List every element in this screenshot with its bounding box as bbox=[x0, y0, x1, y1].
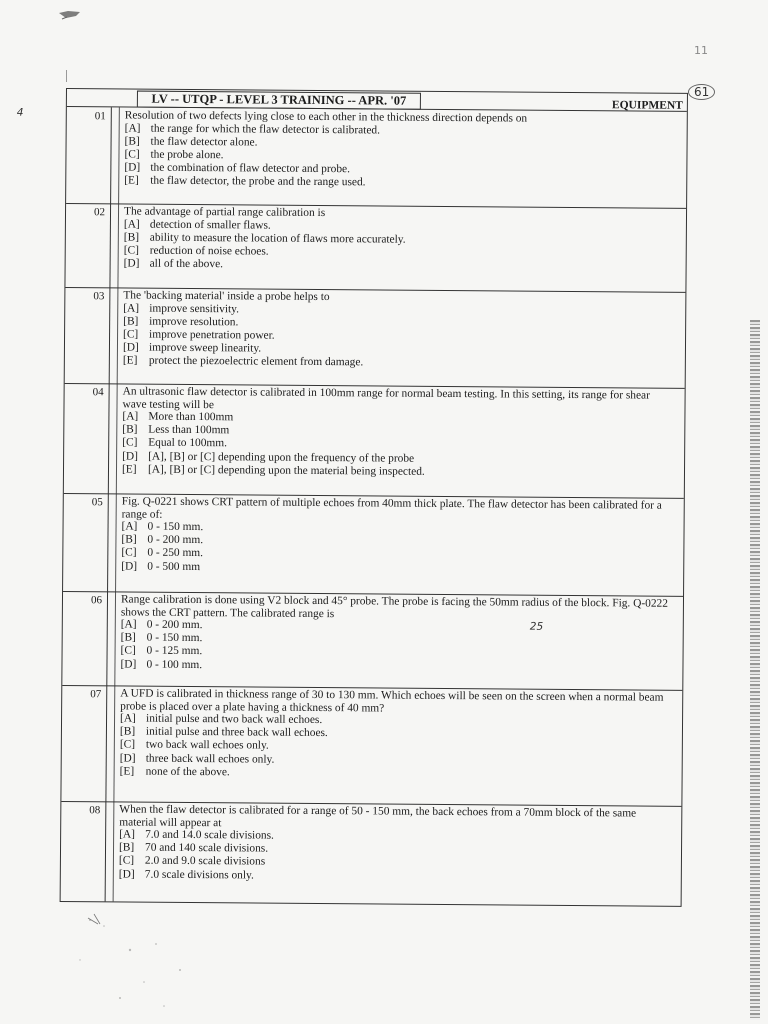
option-label: [C] bbox=[118, 854, 135, 867]
option-label: [A] bbox=[124, 121, 141, 135]
option-label: [A] bbox=[123, 301, 140, 315]
option-text: three back wall echoes only. bbox=[145, 752, 275, 766]
question-number: 08 bbox=[89, 804, 101, 817]
option-label: [D] bbox=[119, 752, 136, 765]
question-3 bbox=[65, 287, 686, 388]
option-label: [A] bbox=[120, 618, 137, 631]
option-label: [D] bbox=[122, 341, 139, 354]
handwritten-correction: 25 bbox=[529, 620, 544, 633]
page-number-circled: 61 bbox=[688, 84, 715, 100]
option-label: [B] bbox=[121, 533, 137, 546]
option-text: Equal to 100mm. bbox=[148, 437, 228, 450]
question-stem: When the flaw detector is calibrated for a range of 50 - 150 mm, the back echoes from a 70mm block of the same material will appear at bbox=[119, 803, 637, 829]
question-stem: An ultrasonic flaw detector is calibrated in 100mm range for normal beam testing. In this setting, its range for shear wave testing will be bbox=[122, 385, 650, 411]
question-body bbox=[121, 495, 670, 577]
option-text: 0 - 200 mm. bbox=[146, 618, 203, 632]
question-8 bbox=[61, 801, 682, 906]
option-text: all of the above. bbox=[149, 257, 224, 271]
option-text: improve sensitivity. bbox=[149, 302, 240, 315]
question-number: 06 bbox=[90, 594, 103, 607]
option-label: [B] bbox=[119, 725, 136, 738]
option-text: the flaw detector alone. bbox=[150, 135, 258, 149]
option-label: [A] bbox=[123, 217, 140, 231]
section-label: EQUIPMENT bbox=[611, 99, 683, 112]
option-label: [B] bbox=[123, 231, 140, 244]
scan-speckle bbox=[60, 910, 220, 1020]
option-label: [A] bbox=[120, 712, 136, 725]
option-label: [C] bbox=[123, 244, 139, 257]
question-body bbox=[123, 289, 672, 372]
option-text: 7.0 scale divisions only. bbox=[144, 868, 254, 882]
scan-edge-noise bbox=[750, 320, 760, 1020]
option-text: [A], [B] or [C] depending upon the frequency of the probe bbox=[148, 450, 415, 465]
page-number-faint: 11 bbox=[694, 44, 708, 57]
option-text: [A], [B] or [C] depending upon the material being inspected. bbox=[147, 463, 425, 478]
option-label: [D] bbox=[121, 560, 138, 573]
option-text: improve sweep linearity. bbox=[148, 341, 262, 355]
option-label: [E] bbox=[121, 463, 137, 476]
option-text: improve resolution. bbox=[149, 315, 239, 329]
corner-smudge-icon bbox=[58, 10, 82, 20]
question-number: 04 bbox=[92, 386, 104, 399]
option-text: improve penetration power. bbox=[149, 328, 275, 342]
question-1 bbox=[66, 107, 687, 208]
question-stem: Resolution of two defects lying close to each other in the thickness direction depends on bbox=[124, 109, 528, 125]
option-label: [C] bbox=[119, 738, 136, 751]
option-label: [C] bbox=[124, 148, 140, 161]
option-text: detection of smaller flaws. bbox=[149, 218, 271, 232]
option-text: 0 - 100 mm. bbox=[146, 658, 203, 671]
question-6 bbox=[62, 591, 683, 690]
option-label: [D] bbox=[122, 450, 138, 463]
option-text: 0 - 200 mm. bbox=[147, 533, 204, 547]
option-label: [B] bbox=[123, 315, 139, 328]
option-text: 0 - 125 mm. bbox=[146, 645, 203, 658]
question-number: 01 bbox=[94, 110, 106, 123]
option-label: [C] bbox=[123, 328, 139, 341]
option-text: the flaw detector, the probe and the range used. bbox=[150, 174, 366, 189]
option-label: [B] bbox=[118, 841, 135, 854]
option-label: [E] bbox=[122, 354, 138, 367]
option-text: initial pulse and two back wall echoes. bbox=[146, 712, 323, 727]
option-label: [A] bbox=[122, 410, 139, 423]
option-text: 7.0 and 14.0 scale divisions. bbox=[145, 828, 274, 842]
question-2 bbox=[65, 203, 686, 292]
option-label: [D] bbox=[118, 868, 135, 881]
question-4 bbox=[64, 383, 685, 498]
option-text: 0 - 250 mm. bbox=[147, 547, 204, 560]
question-7 bbox=[61, 685, 682, 806]
option-label: [C] bbox=[120, 644, 136, 657]
option-label: [B] bbox=[124, 135, 140, 148]
option-label: [D] bbox=[124, 161, 141, 174]
margin-mark bbox=[66, 70, 67, 82]
option-text: two back wall echoes only. bbox=[145, 739, 269, 753]
option-label: [A] bbox=[119, 828, 135, 841]
question-body bbox=[120, 593, 669, 675]
question-body bbox=[124, 205, 672, 275]
option-text: protect the piezoelectric element from damage. bbox=[148, 354, 364, 369]
question-number: 07 bbox=[90, 688, 102, 701]
option-text: the combination of flaw detector and probe. bbox=[150, 161, 351, 176]
option-label: [A] bbox=[121, 520, 138, 533]
question-table bbox=[16, 88, 688, 907]
question-body bbox=[120, 687, 669, 782]
option-label: [E] bbox=[119, 765, 135, 778]
option-label: [D] bbox=[123, 257, 140, 270]
option-text: the probe alone. bbox=[150, 148, 224, 162]
option-label: [C] bbox=[121, 546, 137, 559]
question-number: 05 bbox=[91, 496, 103, 509]
question-stem: A UFD is calibrated in thickness range of 30 to 130 mm. Which echoes will be seen on the screen when a normal beam probe is placed over a plate having a thickness of 40 mm? bbox=[120, 687, 664, 715]
option-label: [B] bbox=[122, 423, 138, 436]
option-text: 2.0 and 9.0 scale divisions bbox=[144, 855, 266, 868]
question-body bbox=[119, 803, 668, 885]
option-label: [D] bbox=[120, 658, 137, 671]
option-label: [C] bbox=[122, 436, 138, 449]
question-number: 02 bbox=[93, 206, 106, 219]
question-stem: Range calibration is done using V2 block and 45° probe. The probe is facing the 50mm radius of the block. Fig. Q-0222 shows the CRT pattern. The calibrated range is bbox=[120, 593, 668, 620]
option-text: ability to measure the location of flaws more accurately. bbox=[149, 231, 406, 246]
option-text: 0 - 150 mm. bbox=[147, 520, 204, 534]
option-text: reduction of noise echoes. bbox=[149, 244, 269, 258]
option-text: 0 - 500 mm bbox=[147, 560, 201, 573]
option-label: [E] bbox=[124, 174, 139, 187]
option-label: [B] bbox=[120, 631, 136, 644]
course-title: LV -- UTQP - LEVEL 3 TRAINING -- APR. '07 bbox=[137, 91, 421, 110]
question-body bbox=[122, 385, 671, 480]
handwritten-margin-mark: 4 bbox=[16, 106, 24, 119]
option-text: the range for which the flaw detector is calibrated. bbox=[150, 122, 381, 136]
option-text: 70 and 140 scale divisions. bbox=[144, 841, 269, 855]
option-text: initial pulse and three back wall echoes. bbox=[145, 725, 328, 740]
option-text: Less than 100mm bbox=[148, 423, 230, 437]
question-number: 03 bbox=[93, 290, 105, 303]
question-stem: The advantage of partial range calibration is bbox=[123, 205, 326, 220]
option-text: 0 - 150 mm. bbox=[146, 631, 203, 645]
question-5 bbox=[63, 493, 684, 596]
question-body bbox=[124, 109, 673, 192]
question-stem: The 'backing material' inside a probe helps to bbox=[123, 289, 330, 304]
question-stem: Fig. Q-0221 shows CRT pattern of multiple echoes from 40mm thick plate. The flaw detector has been calibrated for a range of: bbox=[121, 495, 662, 521]
option-text: More than 100mm bbox=[148, 410, 234, 424]
option-text: none of the above. bbox=[145, 765, 230, 779]
